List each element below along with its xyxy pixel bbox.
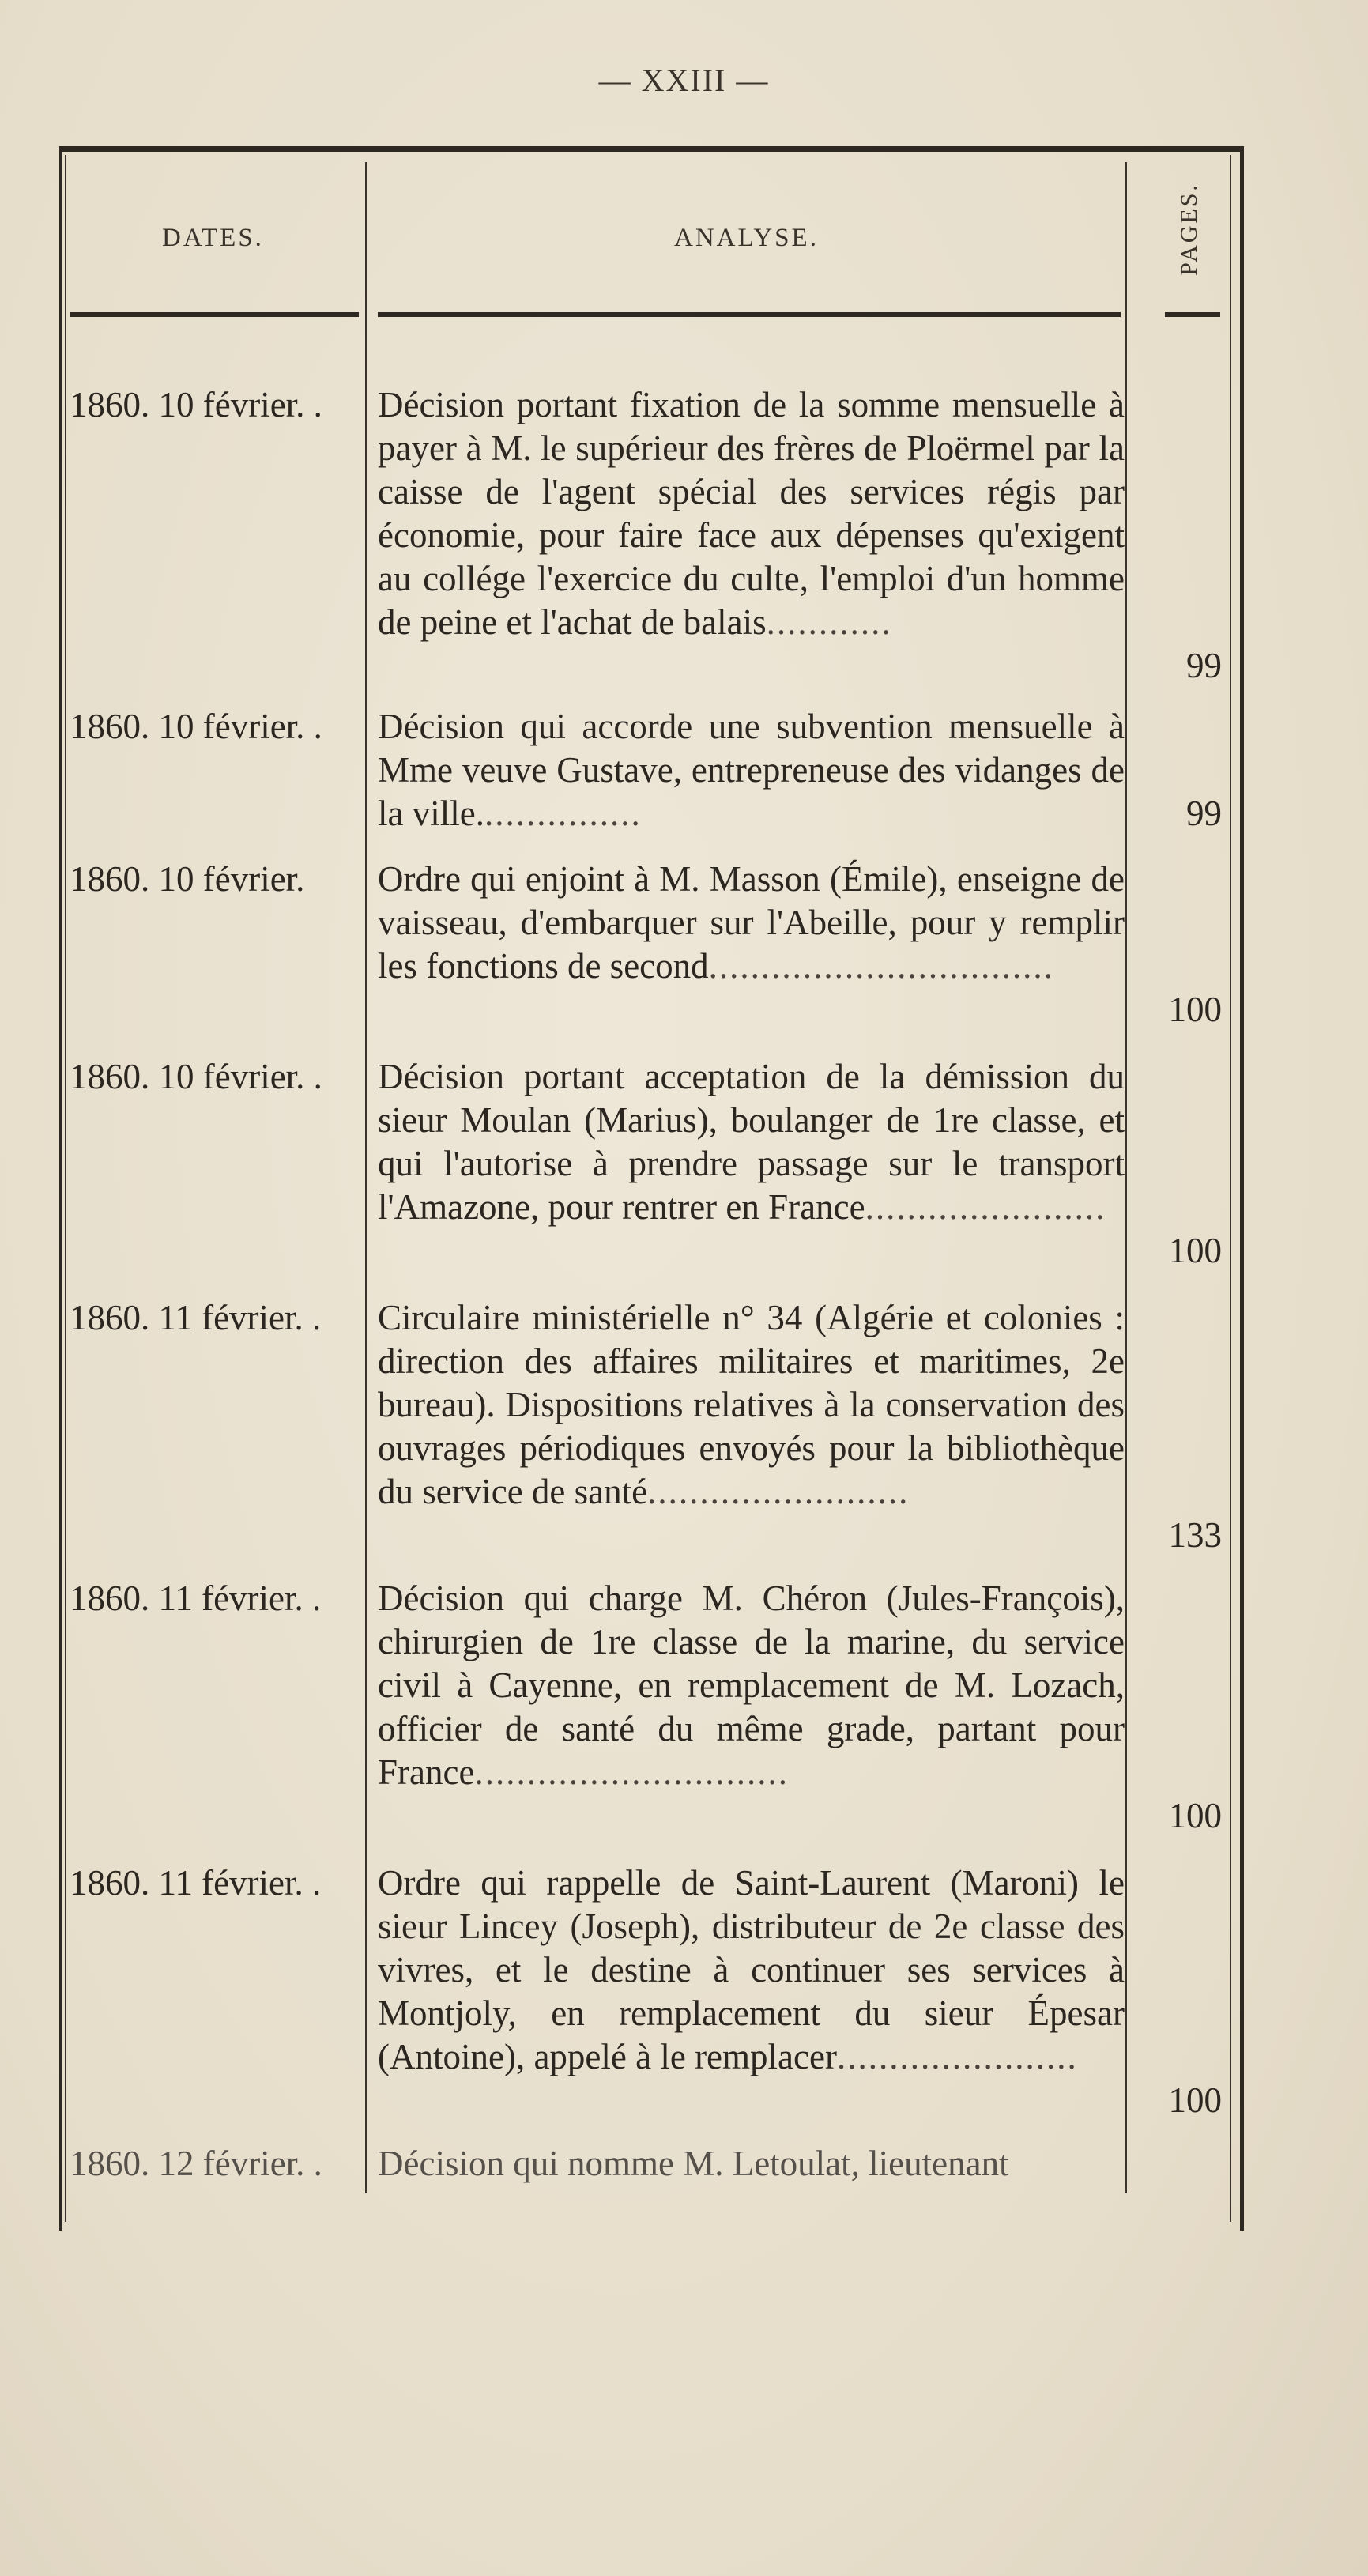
- leader-dots: .........................: [647, 1472, 910, 1511]
- entry-text: [378, 858, 1125, 988]
- entry-text: [378, 705, 1125, 835]
- column-divider-dates: [365, 162, 367, 2193]
- header-pages: PAGES.: [1176, 183, 1202, 276]
- entry-text: [378, 1296, 1125, 1514]
- entry-text: [378, 1055, 1125, 1229]
- entry-text: [378, 1577, 1125, 1794]
- entry-text-content: Décision portant acceptation de la démission du sieur Moulan (Marius), boulanger de 1re classe, et qui l'autorise à prendre passage sur le transport l'Amazone, pour rentrer en France: [378, 1057, 1125, 1227]
- leader-dots: .................................: [708, 946, 1054, 986]
- entry-date: 1860. 10 février. .: [70, 707, 322, 746]
- entry-text: [378, 2142, 1125, 2186]
- entry-text-content: Décision qui charge M. Chéron (Jules-François), chirurgien de 1re classe de la marine, du service civil à Cayenne, en remplacement de M. Lozach, officier de santé du même grade, partant pour France: [378, 1578, 1125, 1792]
- header-underline-dates: [70, 312, 359, 317]
- entry-date: 1860. 11 février. .: [70, 1578, 322, 1618]
- entry-text-content: Décision portant fixation de la somme mensuelle à payer à M. le supérieur des frères de Ploërmel par la caisse de l'agent spécial des services régis par économie, pour faire face aux dépenses qu'exigent au collége l'exercice du culte, l'emploi d'un homme de peine et l'achat de balais: [378, 385, 1125, 642]
- entry-date: 1860. 11 février. .: [70, 1298, 322, 1337]
- leader-dots: ..............................: [474, 1752, 789, 1792]
- leader-dots: ...............: [484, 794, 642, 833]
- header-underline-pages: [1165, 312, 1220, 317]
- entry-date: 1860. 10 février. .: [70, 1057, 322, 1096]
- entry-page: 100: [1168, 1796, 1222, 1835]
- entry-date: 1860. 11 février. .: [70, 1863, 322, 1903]
- entry-text: [378, 1861, 1125, 2079]
- header-pages-cell: [1166, 170, 1213, 289]
- entry-text-content: Ordre qui enjoint à M. Masson (Émile), enseigne de vaisseau, d'embarquer sur l'Abeille, pour y remplir les fonctions de second: [378, 859, 1125, 986]
- entry-date: 1860. 10 février. .: [70, 385, 322, 424]
- leader-dots: .......................: [865, 1187, 1106, 1227]
- entry-page: 100: [1168, 1231, 1222, 1270]
- entry-text-content: Circulaire ministérielle n° 34 (Algérie et colonies : direction des affaires militaires et maritimes, 2e bureau). Dispositions relatives à la conservation des ouvrages périodiques envoyés pour la bibliothèque du service de santé: [378, 1298, 1125, 1511]
- table-inner-left-rule: [65, 155, 66, 2222]
- header-analyse: ANALYSE.: [674, 224, 819, 252]
- column-divider-pages: [1125, 162, 1127, 2193]
- page-number: — XXIII —: [598, 62, 770, 98]
- entry-page: 99: [1186, 646, 1222, 685]
- entry-text: [378, 383, 1125, 644]
- entry-text-content: Décision qui accorde une subvention mensuelle à Mme veuve Gustave, entrepreneuse des vidanges de la ville.: [378, 707, 1125, 833]
- header-underline-analyse: [378, 312, 1121, 317]
- header-dates: DATES.: [162, 224, 264, 252]
- entry-text-content: Ordre qui rappelle de Saint-Laurent (Maroni) le sieur Lincey (Joseph), distributeur de 2e classe des vivres, et le destine à continuer ses services à Montjoly, en remplacement du sieur Épesar (Antoine), appelé à le remplacer: [378, 1863, 1125, 2076]
- entry-page: 100: [1168, 2080, 1222, 2120]
- entry-text-content: Décision qui nomme M. Letoulat, lieutenant: [378, 2144, 1009, 2183]
- entry-page: 133: [1168, 1515, 1222, 1555]
- leader-dots: ............: [766, 602, 892, 642]
- entry-date: 1860. 12 février. .: [70, 2144, 322, 2183]
- leader-dots: .......................: [836, 2037, 1078, 2076]
- entry-page: 99: [1186, 794, 1222, 833]
- entry-page: 100: [1168, 990, 1222, 1029]
- entry-date: 1860. 10 février.: [70, 859, 305, 899]
- table-inner-right-rule: [1230, 155, 1231, 2222]
